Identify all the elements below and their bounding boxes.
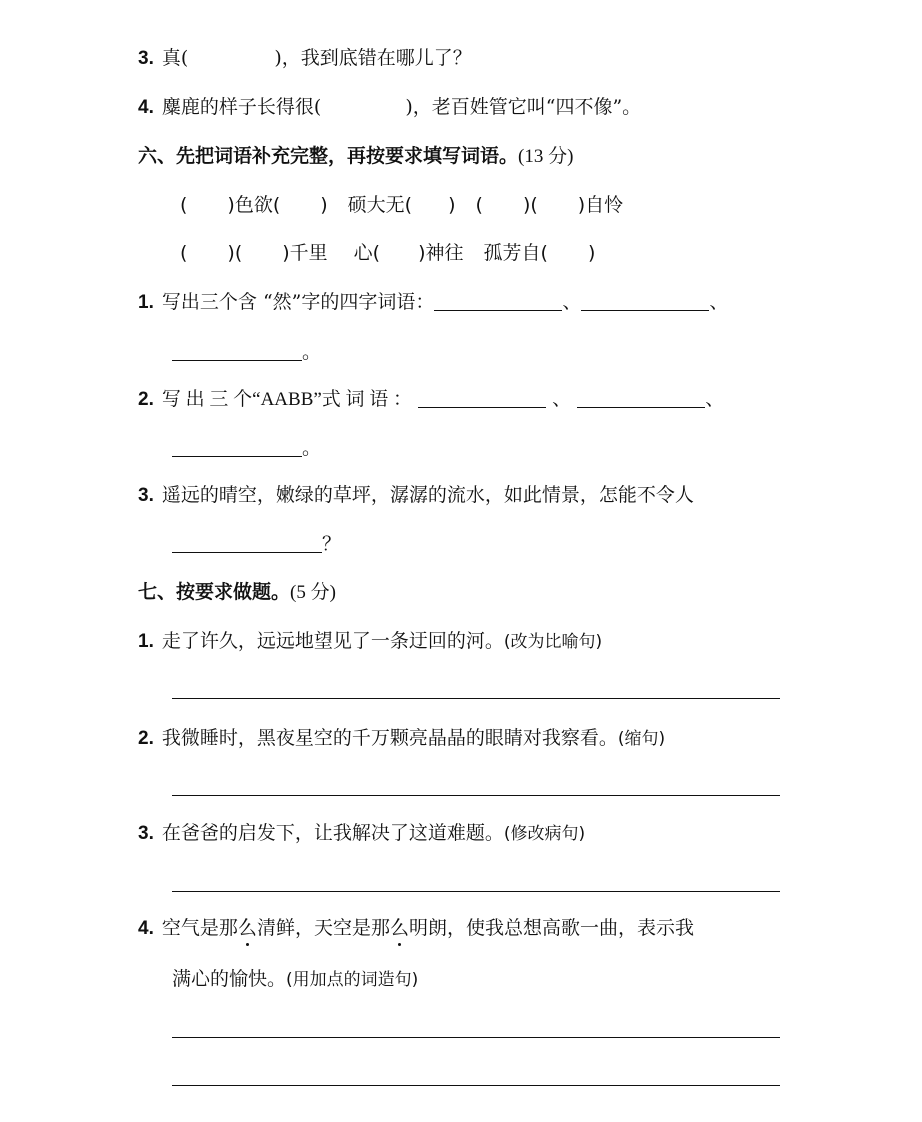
section-6-heading bbox=[138, 144, 573, 169]
emphasis-dot bbox=[246, 943, 249, 946]
word-part: ) bbox=[448, 194, 456, 216]
word-part: 心( bbox=[353, 242, 381, 264]
end-mark: ？ bbox=[322, 533, 342, 555]
question-text: 写出三个含 “然”字的四字词语： bbox=[161, 291, 435, 313]
question-text: 遥远的晴空，嫩绿的草坪，潺潺的流水，如此情景，怎能不令人 bbox=[161, 484, 694, 506]
s7-question-4 bbox=[138, 916, 694, 941]
s6-question-3-cont bbox=[172, 532, 341, 556]
instruction-note: (缩句) bbox=[617, 729, 666, 749]
question-text: 在爸爸的启发下，让我解决了这道难题。 bbox=[161, 822, 504, 844]
section-title: 七、按要求做题。 bbox=[138, 581, 291, 603]
word-row-1 bbox=[180, 193, 623, 217]
word-part: ( bbox=[180, 242, 188, 264]
item-number: 4. bbox=[138, 918, 154, 939]
answer-line[interactable] bbox=[581, 310, 709, 311]
word-part: 硕大无( bbox=[347, 194, 413, 216]
item-number: 4. bbox=[138, 97, 154, 118]
s7-question-1 bbox=[138, 629, 602, 654]
separator: 、 bbox=[562, 291, 582, 313]
section-7-heading bbox=[138, 580, 336, 605]
answer-line[interactable] bbox=[172, 795, 780, 796]
s6-question-2-cont bbox=[172, 436, 321, 460]
item-number: 2. bbox=[138, 728, 154, 749]
word-part: ) bbox=[587, 242, 596, 264]
word-part: )自怜 bbox=[577, 194, 624, 216]
item-text-pre: 麋鹿的样子长得很( bbox=[161, 96, 322, 118]
q5-item-3 bbox=[138, 46, 472, 71]
item-text-post: )，老百姓管它叫“四不像”。 bbox=[405, 96, 642, 118]
item-number: 3. bbox=[138, 485, 154, 506]
item-number: 2. bbox=[138, 389, 154, 410]
emphasis-dot bbox=[398, 943, 401, 946]
item-number: 3. bbox=[138, 48, 154, 69]
answer-line[interactable] bbox=[172, 891, 780, 892]
answer-line[interactable] bbox=[172, 1085, 780, 1086]
s6-question-1-cont bbox=[172, 340, 321, 364]
item-text-pre: 真( bbox=[161, 47, 189, 69]
word-part: )神往 bbox=[418, 242, 464, 264]
word-part: ) bbox=[320, 194, 328, 216]
q5-item-4 bbox=[138, 95, 641, 120]
instruction-note: (用加点的词造句) bbox=[286, 970, 419, 990]
s6-question-2 bbox=[138, 387, 724, 412]
s7-question-3 bbox=[138, 821, 585, 846]
emphasized-word: 么 bbox=[238, 917, 257, 939]
item-text-post: )，我到底错在哪儿了？ bbox=[274, 47, 472, 69]
answer-line[interactable] bbox=[172, 698, 780, 699]
word-part: )( bbox=[227, 242, 243, 264]
answer-line[interactable] bbox=[172, 1037, 780, 1038]
word-part: 孤芳自( bbox=[483, 242, 548, 264]
word-part: )千里 bbox=[282, 242, 328, 264]
item-number: 3. bbox=[138, 823, 154, 844]
question-text: 写 出 三 个“AABB”式 词 语 ： bbox=[161, 389, 413, 410]
separator: 、 bbox=[705, 388, 725, 410]
section-title: 六、先把词语补充完整，再按要求填写词语。 bbox=[138, 145, 519, 167]
answer-line[interactable] bbox=[172, 456, 302, 457]
section-score: (5 分) bbox=[290, 582, 336, 603]
question-text: 我微睡时，黑夜星空的千万颗亮晶晶的眼睛对我察看。 bbox=[161, 727, 618, 749]
question-text: 明朗，使我总想高歌一曲，表示我 bbox=[408, 917, 694, 939]
answer-line[interactable] bbox=[577, 407, 705, 408]
section-score: (13 分) bbox=[518, 146, 574, 167]
instruction-note: (修改病句) bbox=[503, 824, 586, 844]
item-number: 1. bbox=[138, 292, 154, 313]
word-part: ( bbox=[475, 194, 483, 216]
answer-line[interactable] bbox=[434, 310, 562, 311]
item-number: 1. bbox=[138, 631, 154, 652]
question-text: 走了许久，远远地望见了一条迂回的河。 bbox=[161, 630, 504, 652]
answer-line[interactable] bbox=[418, 407, 546, 408]
word-part: )色欲( bbox=[227, 194, 281, 216]
word-row-2 bbox=[180, 241, 595, 265]
word-part: ( bbox=[180, 194, 188, 216]
emphasized-word: 么 bbox=[390, 917, 409, 939]
separator: 、 bbox=[552, 388, 572, 410]
s7-question-2 bbox=[138, 726, 665, 751]
s6-question-3 bbox=[138, 483, 694, 508]
answer-line[interactable] bbox=[172, 360, 302, 361]
instruction-note: (改为比喻句) bbox=[503, 632, 603, 652]
question-text: 清鲜，天空是那 bbox=[256, 917, 390, 939]
question-text: 满心的愉快。 bbox=[172, 968, 287, 990]
answer-line[interactable] bbox=[172, 552, 322, 553]
end-mark: 。 bbox=[302, 437, 322, 459]
s7-question-4-cont bbox=[172, 967, 418, 992]
s6-question-1 bbox=[138, 290, 728, 315]
separator: 、 bbox=[709, 291, 729, 313]
question-text: 空气是那 bbox=[161, 917, 238, 939]
word-part: )( bbox=[522, 194, 538, 216]
end-mark: 。 bbox=[302, 341, 322, 363]
